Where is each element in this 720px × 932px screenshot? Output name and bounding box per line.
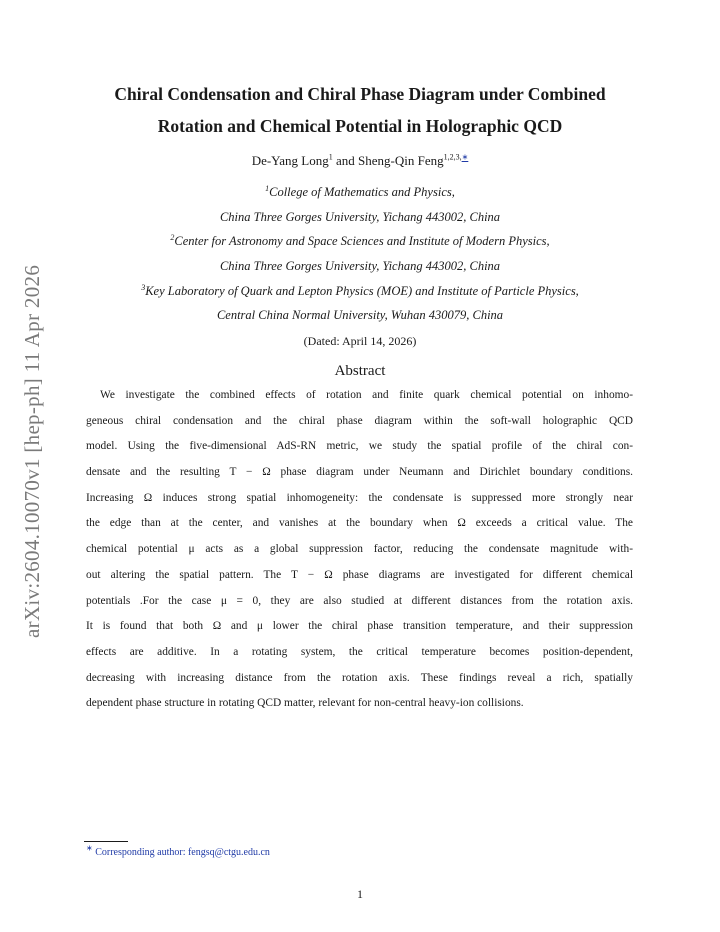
abstract-line: dependent phase structure in rotating QCD matter, relevant for non-central heavy-ion collisions. [86,697,524,710]
author-2-name: Sheng-Qin Feng [358,153,444,168]
abstract-line: chemical potential μ acts as a global suppression factor, reducing the condensate magnitude with- [86,543,633,556]
corresponding-author-email-link[interactable]: Corresponding author: fengsq@ctgu.edu.cn [95,847,270,858]
arxiv-identifier: arXiv:2604.10070v1 [hep-ph] 11 Apr 2026 [20,264,44,638]
author-conjunction: and [335,153,355,168]
abstract-line: It is found that both Ω and μ lower the chiral phase transition temperature, and their suppression [86,620,633,633]
abstract-line: model. Using the five-dimensional AdS-RN metric, we study the spatial profile of the chiral con- [86,440,633,453]
affiliation-line [60,279,660,304]
title-line-1: Chiral Condensation and Chiral Phase Diagram under Combined [114,84,606,104]
affiliation-text: College of Mathematics and Physics, [269,185,455,199]
author-1-affil-mark: 1 [328,152,333,162]
author-1-name: De-Yang Long [251,153,329,168]
author-2-affil-numbers: 1,2,3, [443,152,462,162]
affiliation-text: Central China Normal University, Wuhan 430079, China [216,308,504,323]
affiliation-line [60,180,660,205]
abstract-line: effects are additive. In a rotating system, the critical temperature becomes position-dependent, [86,645,633,658]
title-line-2: Rotation and Chemical Potential in Holographic QCD [157,116,563,136]
abstract-line: decreasing with increasing distance from the rotation axis. These findings reveal a rich, spatially [86,671,633,684]
affiliation-text: China Three Gorges University, Yichang 443002, China [219,209,501,224]
affiliation-mark: 1 [265,183,270,193]
corresponding-author-link[interactable]: ∗ [461,152,469,162]
dated-line: (Dated: April 14, 2026) [303,334,417,348]
abstract-line: potentials .For the case μ = 0, they are also studied at different distances from the rotation axis. [86,594,633,607]
paper-title [60,78,660,142]
author-2-affil-mark [444,153,469,162]
footnote [86,843,270,860]
affiliation-text: Key Laboratory of Quark and Lepton Physics (MOE) and Institute of Particle Physics, [145,283,579,298]
affiliation-mark: 2 [170,233,175,243]
abstract-line: out altering the spatial pattern. The T − Ω phase diagrams are investigated for different chemical [86,568,633,581]
affiliation-text: Center for Astronomy and Space Sciences and Institute of Modern Physics, [174,234,550,249]
affiliation-line [60,254,660,279]
footnote-rule [84,841,128,842]
author-list [60,152,660,170]
abstract-line: We investigate the combined effects of rotation and finite quark chemical potential on inhomo- [100,389,633,401]
abstract-heading: Abstract [334,363,386,379]
affiliation-line [60,205,660,230]
affiliation-block [60,180,660,328]
page-number: 1 [357,887,363,901]
footnote-mark: ∗ [86,843,93,853]
abstract-line: Increasing Ω induces strong spatial inhomogeneity: the condensate is suppressed more strongly near [86,491,633,504]
affiliation-line [60,229,660,254]
affiliation-line [60,303,660,328]
abstract-line: the edge than at the center, and vanishes at the boundary when Ω exceeds a critical value. The [86,517,633,530]
affiliation-text: China Three Gorges University, Yichang 443002, China [219,259,501,274]
affiliation-mark: 3 [141,282,146,292]
abstract-line: geneous chiral condensation and the chiral phase diagram within the soft-wall holographic QCD [86,414,633,427]
abstract-line: densate and the resulting T − Ω phase diagram under Neumann and Dirichlet boundary conditions. [86,466,633,479]
abstract-body [86,383,633,717]
